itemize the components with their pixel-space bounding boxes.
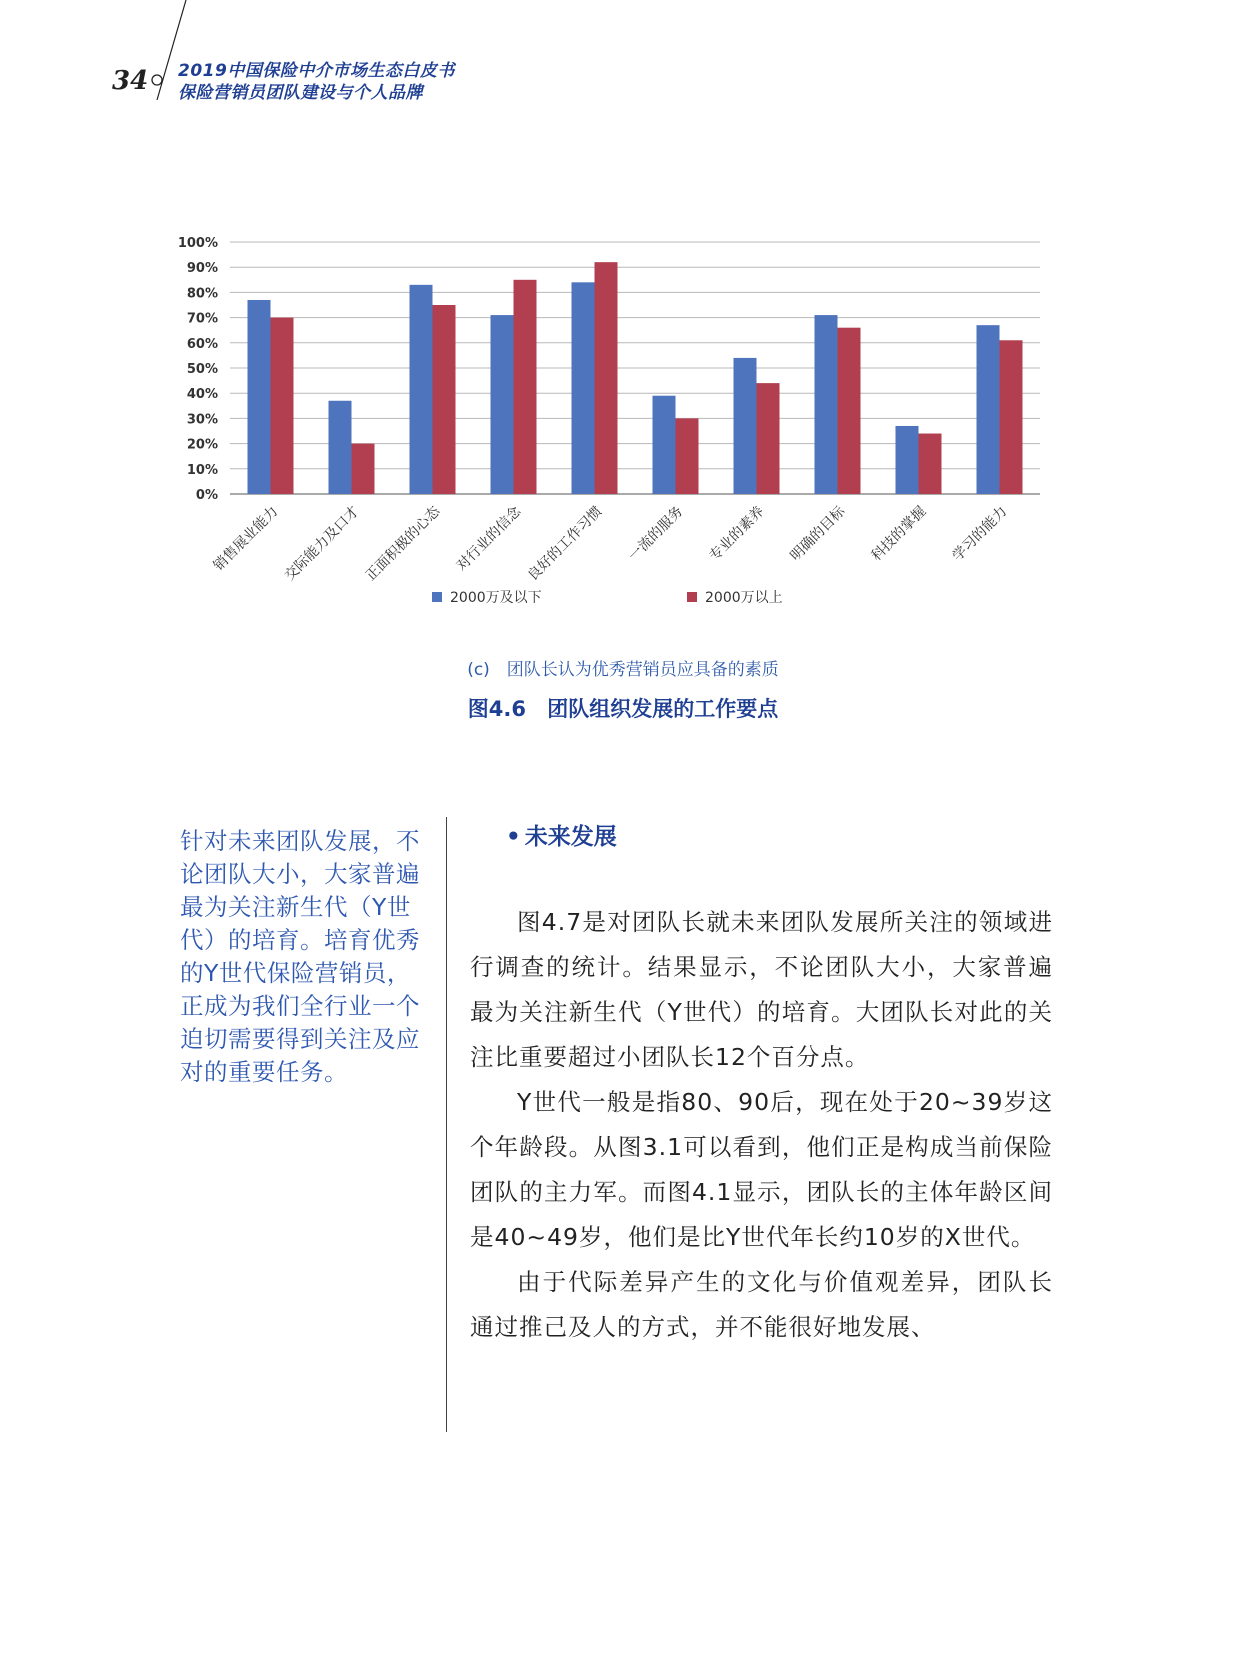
- running-header: [178, 60, 455, 104]
- chart-subcaption: (c) 团队长认为优秀营销员应具备的素质: [467, 660, 779, 680]
- bar: [248, 300, 271, 494]
- x-tick-label: 学习的能力: [949, 503, 1011, 565]
- bar: [734, 358, 757, 494]
- legend-label: 2000万以上: [705, 590, 783, 606]
- bar: [271, 318, 294, 494]
- side-note: 针对未来团队发展，不论团队大小，大家普遍最为关注新生代（Y世代）的培育。培育优秀的Y世代保险营销员，正成为我们全行业一个迫切需要得到关注及应对的重要任务。: [180, 827, 420, 1086]
- y-tick-label: 0%: [195, 488, 218, 503]
- chart-svg: [160, 232, 1060, 627]
- section-title-text: 未来发展: [524, 824, 617, 850]
- legend-label: 2000万及以下: [450, 590, 542, 606]
- paragraph: 图4.7是对团队长就未来团队发展所关注的领域进行调查的统计。结果显示，不论团队大小，大家普遍最为关注新生代（Y世代）的培育。大团队长对此的关注比重要超过小团队长12个百分点。: [470, 908, 1053, 1071]
- bar-chart: [160, 232, 1060, 631]
- bar: [977, 325, 1000, 494]
- column-divider: [446, 817, 447, 1432]
- bar: [896, 426, 919, 494]
- x-tick-label: 一流的服务: [625, 503, 687, 565]
- running-header-line2: 保险营销员团队建设与个人品牌: [178, 83, 423, 103]
- bar: [1000, 340, 1023, 494]
- bullet-icon: •: [506, 824, 521, 850]
- header-decoration: [0, 0, 200, 110]
- x-tick-label: 明确的目标: [787, 503, 849, 565]
- y-tick-label: 70%: [186, 311, 218, 327]
- bar: [491, 315, 514, 494]
- bar: [329, 401, 352, 494]
- legend-swatch: [687, 592, 697, 602]
- y-tick-label: 40%: [186, 387, 218, 403]
- x-tick-label: 销售展业能力: [210, 503, 282, 575]
- x-tick-label: 正面积极的心态: [362, 503, 444, 585]
- bar: [352, 444, 375, 494]
- bar: [919, 434, 942, 494]
- x-tick-label: 交际能力及口才: [281, 503, 363, 585]
- bar: [653, 396, 676, 494]
- y-tick-label: 60%: [186, 336, 218, 352]
- paragraph: 由于代际差异产生的文化与价值观差异，团队长通过推己及人的方式，并不能很好地发展、: [470, 1268, 1053, 1341]
- x-tick-label: 科技的掌握: [868, 503, 930, 565]
- page-number: 34: [112, 66, 149, 96]
- bar: [676, 418, 699, 494]
- x-tick-label: 专业的素养: [706, 503, 768, 565]
- section-title: [506, 818, 617, 851]
- y-tick-label: 90%: [186, 261, 218, 277]
- bar: [410, 285, 433, 494]
- y-tick-label: 100%: [177, 236, 218, 251]
- body-text: [470, 900, 1053, 1350]
- y-tick-label: 50%: [186, 362, 218, 377]
- y-tick-label: 30%: [186, 412, 218, 428]
- x-tick-label: 良好的工作习惯: [524, 503, 606, 585]
- running-header-line1: 2019中国保险中介市场生态白皮书: [178, 61, 455, 81]
- legend-swatch: [432, 592, 442, 602]
- y-tick-label: 20%: [186, 437, 218, 453]
- bar: [514, 280, 537, 494]
- y-tick-label: 80%: [186, 286, 218, 302]
- bar: [838, 328, 861, 494]
- x-tick-label: 对行业的信念: [453, 503, 525, 575]
- bar: [815, 315, 838, 494]
- bar: [433, 305, 456, 494]
- bar: [757, 383, 780, 494]
- bar: [595, 262, 618, 494]
- bar: [572, 282, 595, 494]
- figure-caption: 图4.6 团队组织发展的工作要点: [467, 697, 779, 721]
- y-tick-label: 10%: [186, 462, 218, 478]
- paragraph: Y世代一般是指80、90后，现在处于20~39岁这个年龄段。从图3.1可以看到，他们正是构成当前保险团队的主力军。而图4.1显示，团队长的主体年龄区间是40~49岁，他们是比Y世代年长约10岁的X世代。: [470, 1088, 1053, 1251]
